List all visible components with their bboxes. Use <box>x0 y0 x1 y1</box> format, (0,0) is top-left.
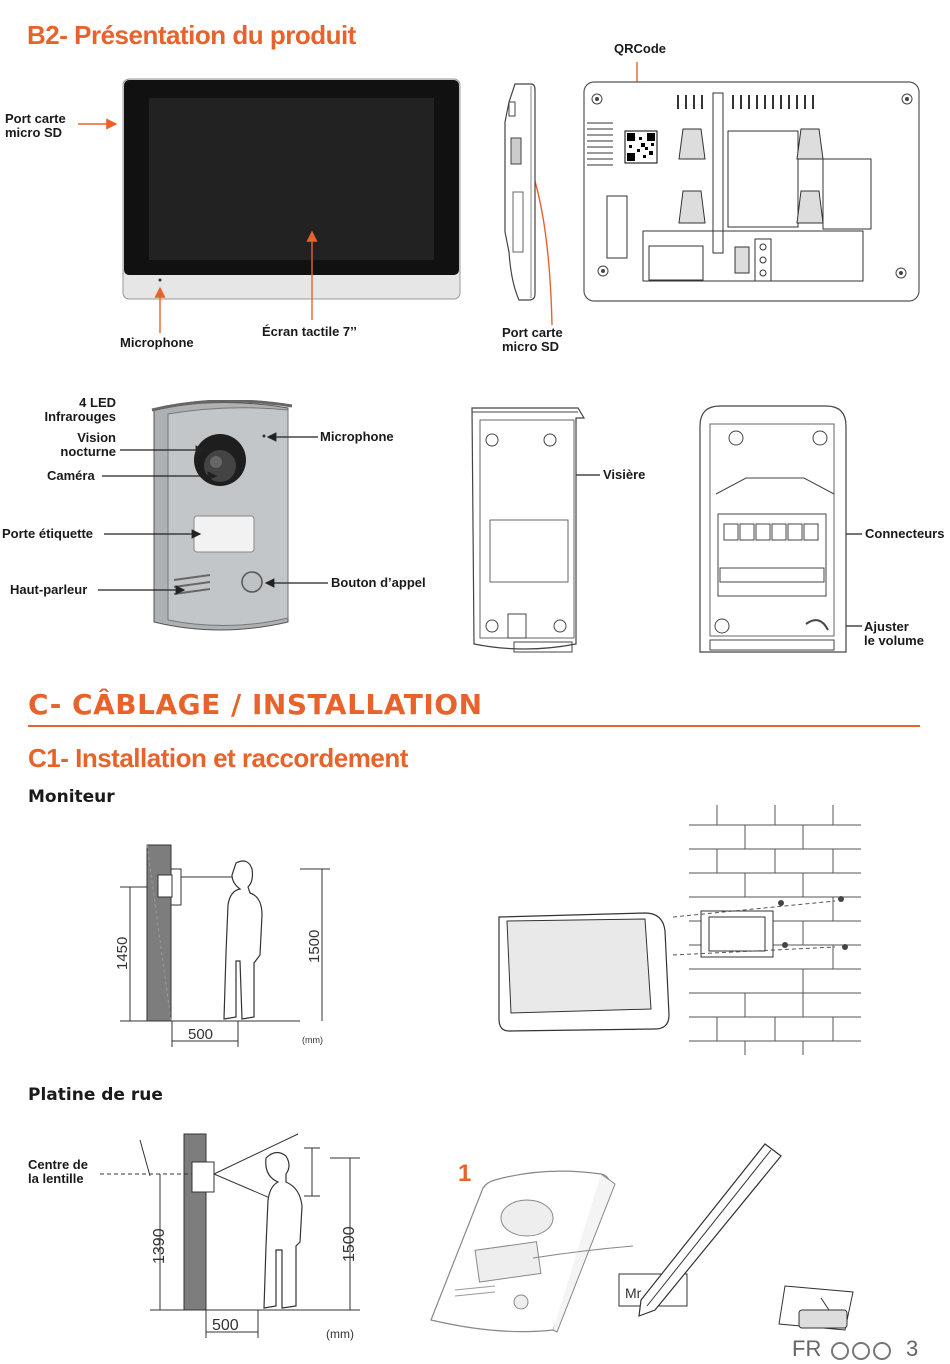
monitor-unit: (mm) <box>302 1035 323 1045</box>
label-connectors: Connecteurs <box>865 526 945 541</box>
label-infrared-led: 4 LED Infrarouges <box>44 395 116 424</box>
monitor-wall-mount-illustration <box>495 805 865 1055</box>
label-visor: Visière <box>603 467 646 482</box>
monitor-height-diagram <box>100 835 340 1055</box>
label-sd-port-left: Port carte micro SD <box>5 111 66 140</box>
monitor-height-person: 1500 <box>306 929 323 963</box>
brand-loops-icon <box>828 1340 894 1362</box>
label-monitor-microphone: Microphone <box>120 335 194 350</box>
monitor-side-illustration <box>497 82 537 304</box>
tag-text: Mr <box>625 1285 642 1301</box>
street-label-illustration <box>425 1140 885 1340</box>
section-c1-title: C1- Installation et raccordement <box>28 743 408 773</box>
step-number: 1 <box>458 1160 472 1187</box>
door-station-back-illustration <box>468 404 586 656</box>
label-speaker: Haut-parleur <box>10 582 88 597</box>
street-heading: Platine de rue <box>28 1085 163 1105</box>
label-touchscreen: Écran tactile 7’’ <box>262 324 357 339</box>
footer-page-number: 3 <box>906 1336 919 1361</box>
street-distance: 500 <box>212 1317 239 1334</box>
street-unit: (mm) <box>326 1327 354 1341</box>
label-volume: Ajuster le volume <box>864 619 924 648</box>
monitor-distance: 500 <box>188 1026 214 1043</box>
footer-language: FR <box>792 1336 822 1361</box>
label-door-microphone: Microphone <box>320 429 394 444</box>
label-qrcode: QRCode <box>614 41 666 56</box>
label-sd-port-side: Port carte micro SD <box>502 325 563 354</box>
street-height-mount: 1390 <box>151 1228 168 1264</box>
monitor-heading: Moniteur <box>28 787 115 807</box>
section-b2-title: B2- Présentation du produit <box>27 20 356 50</box>
label-lens-center: Centre de la lentille <box>28 1157 88 1186</box>
section-c-divider <box>28 725 920 727</box>
monitor-back-illustration <box>583 81 921 303</box>
monitor-height-mount: 1450 <box>114 936 131 970</box>
section-c-title: C- CÂBLAGE / INSTALLATION <box>28 688 483 721</box>
street-height-person: 1500 <box>341 1226 358 1262</box>
label-label-holder: Porte étiquette <box>2 526 94 541</box>
label-night-vision: Vision nocturne <box>60 430 116 459</box>
label-call-button: Bouton d’appel <box>331 575 426 590</box>
label-camera: Caméra <box>47 468 95 483</box>
door-station-inside-illustration <box>696 404 850 656</box>
